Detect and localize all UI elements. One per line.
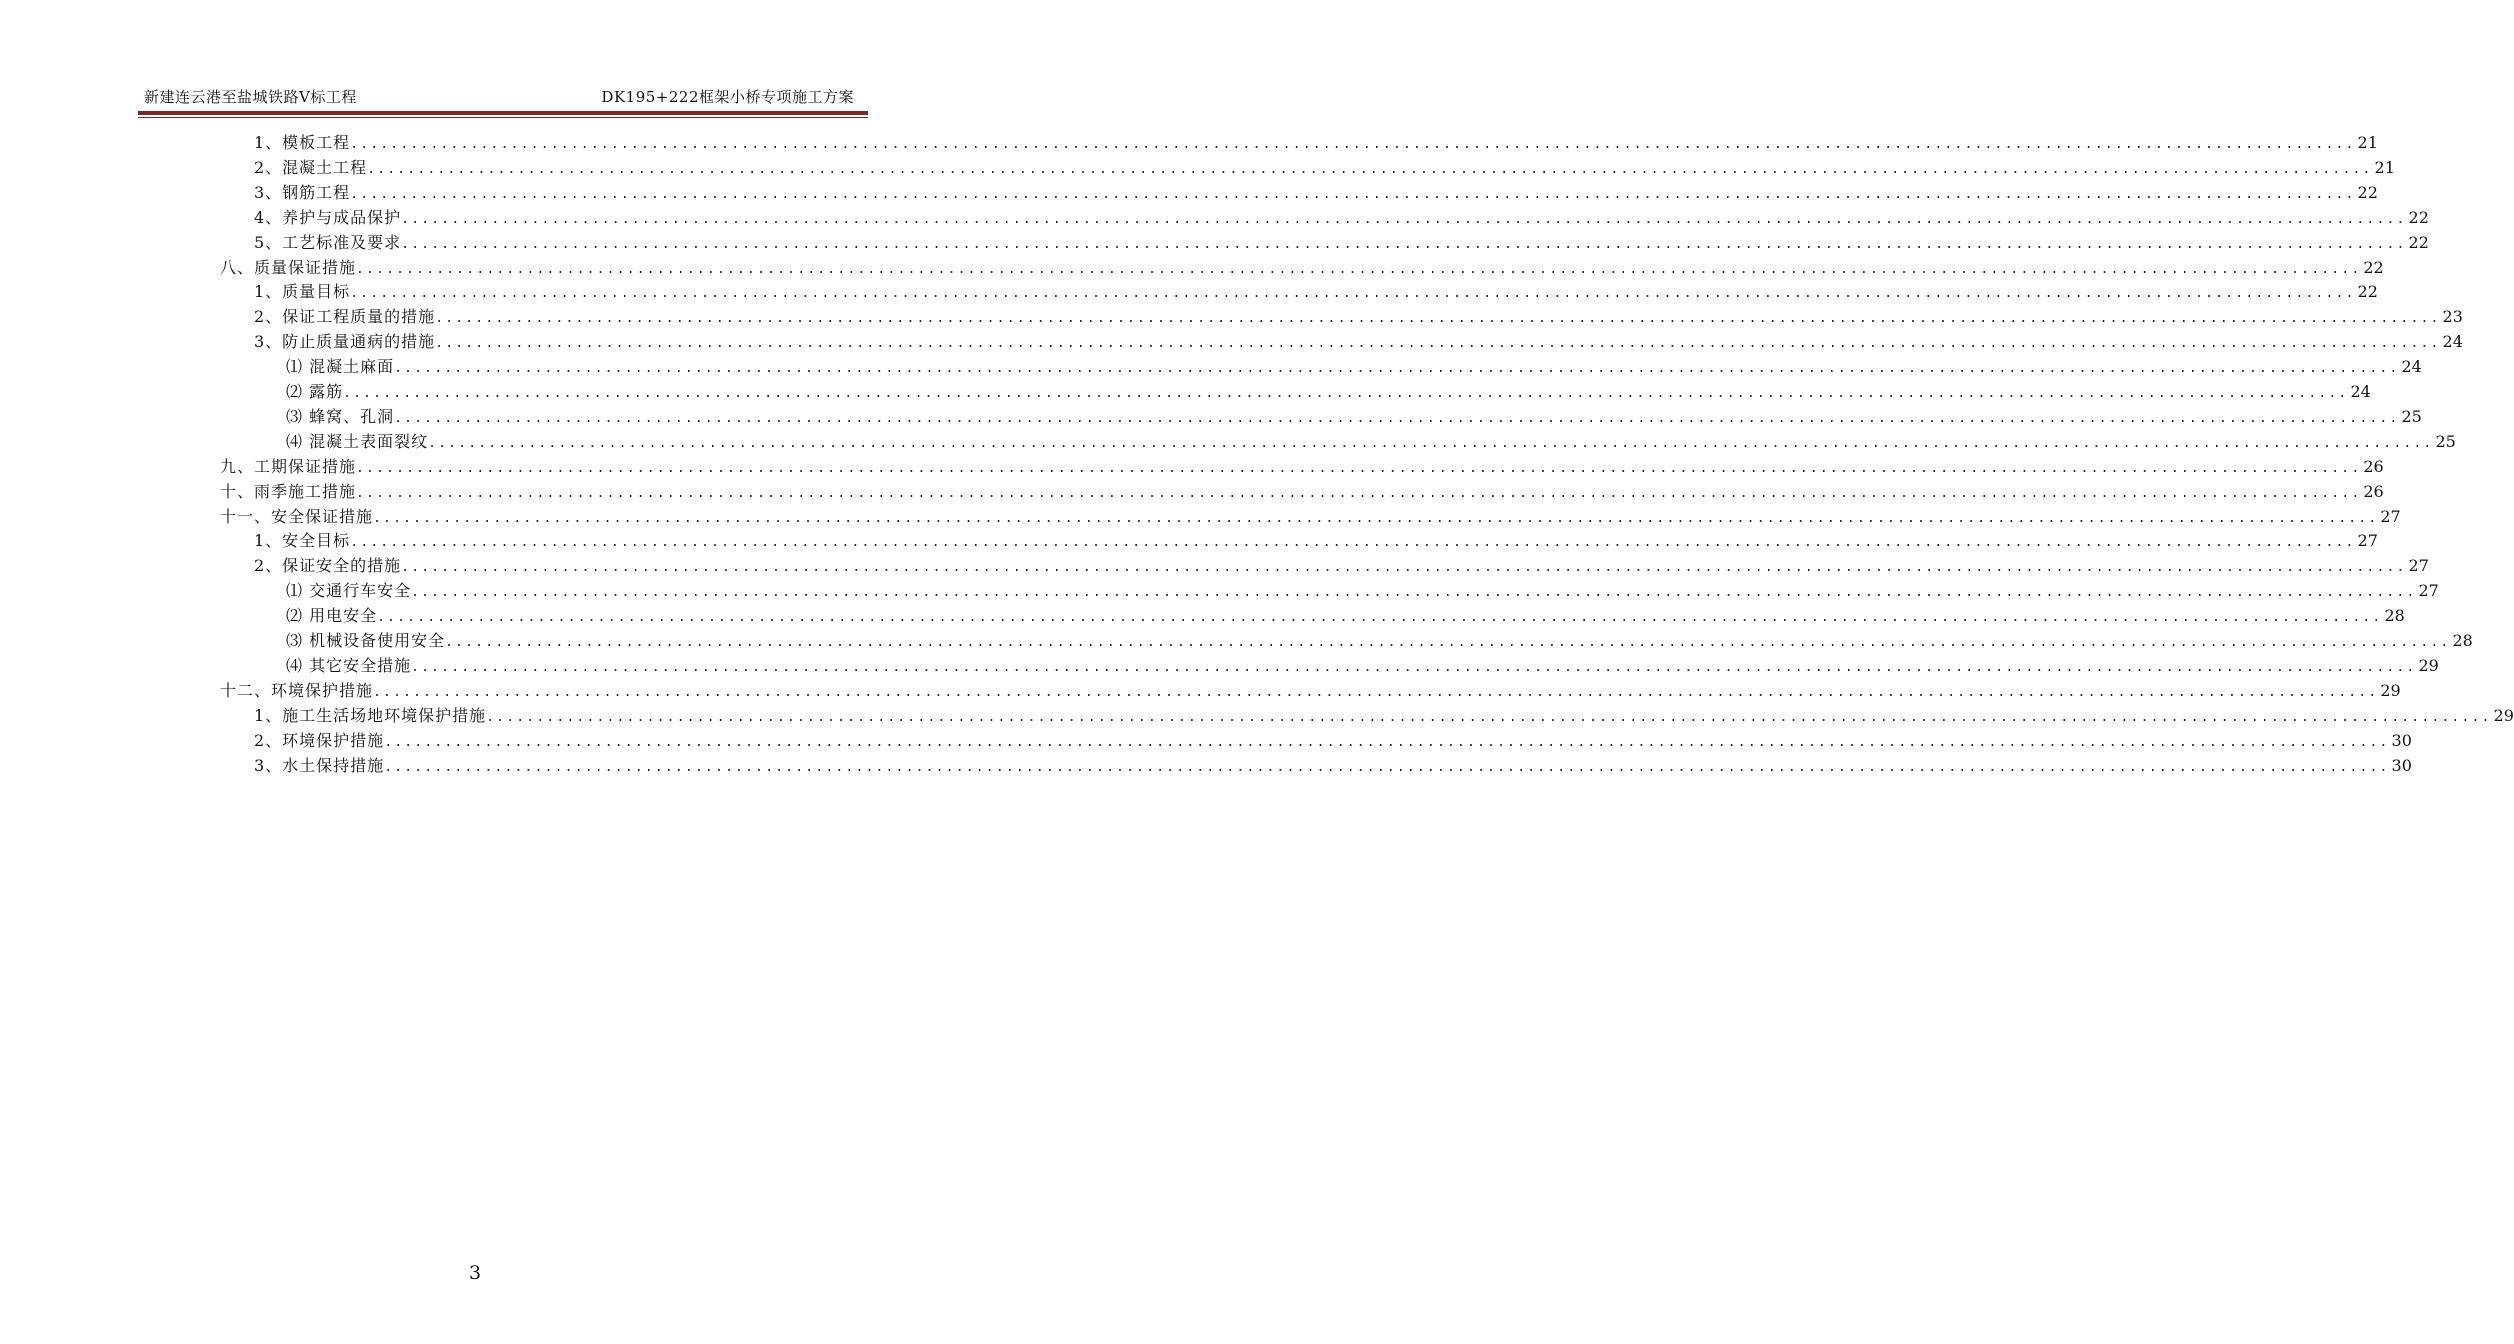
header-rule-thick — [138, 111, 868, 115]
toc-entry-title: 2、混凝土工程 — [254, 157, 368, 177]
toc-dot-leader: ........................................................................................................................................................................................................ — [401, 560, 2407, 576]
toc-dot-leader: ........................................................................................................................................................................................................ — [373, 684, 2379, 700]
toc-entry[interactable] — [220, 479, 2384, 504]
toc-dot-leader: ........................................................................................................................................................................................................ — [401, 211, 2407, 227]
toc-entry-page: 28 — [2384, 606, 2405, 626]
toc-entry[interactable] — [254, 130, 2378, 155]
toc-entry[interactable] — [286, 603, 2405, 628]
page-number: 3 — [468, 1262, 482, 1284]
toc-entry[interactable] — [254, 703, 2514, 728]
toc-entry-title: 十一、安全保证措施 — [220, 506, 374, 526]
toc-entry-page: 29 — [2418, 655, 2439, 675]
toc-entry-page: 23 — [2442, 307, 2463, 327]
toc-entry-page: 22 — [2408, 232, 2429, 252]
toc-dot-leader: ........................................................................................................................................................................................................ — [343, 386, 2349, 401]
toc-entry-page: 22 — [2357, 282, 2378, 302]
toc-entry-title: ⑴ 交通行车安全 — [286, 581, 412, 601]
toc-entry-title: 1、安全目标 — [254, 531, 351, 551]
toc-entry-title: 2、保证安全的措施 — [254, 556, 402, 576]
toc-entry-page: 22 — [2363, 257, 2384, 277]
toc-entry[interactable] — [254, 205, 2429, 230]
toc-entry-page: 27 — [2380, 506, 2401, 526]
toc-entry-page: 26 — [2363, 481, 2384, 501]
toc-dot-leader: ........................................................................................................................................................................................................ — [377, 610, 2383, 626]
toc-entry-title: 1、模板工程 — [254, 133, 351, 152]
toc-entry[interactable] — [220, 255, 2384, 280]
toc-entry[interactable] — [254, 155, 2395, 180]
toc-dot-leader: ........................................................................................................................................................................................................ — [350, 535, 2356, 551]
toc-entry-page: 25 — [2401, 406, 2422, 426]
toc-dot-leader: ........................................................................................................................................................................................................ — [401, 236, 2407, 252]
toc-entry[interactable] — [286, 628, 2473, 653]
toc-entry-title: 3、钢筋工程 — [254, 182, 351, 202]
toc-entry-page: 24 — [2401, 357, 2422, 377]
toc-entry[interactable] — [286, 379, 2371, 404]
toc-entry-page: 25 — [2435, 431, 2456, 451]
toc-dot-leader: ........................................................................................................................................................................................................ — [435, 311, 2441, 327]
toc-dot-leader: ........................................................................................................................................................................................................ — [350, 186, 2356, 202]
toc-entry-page: 24 — [2350, 382, 2371, 401]
toc-entry-page: 29 — [2380, 680, 2401, 700]
toc-entry-title: ⑵ 露筋 — [286, 382, 344, 401]
toc-entry-page: 24 — [2442, 332, 2463, 352]
toc-dot-leader: ........................................................................................................................................................................................................ — [411, 585, 2417, 601]
toc-entry-title: ⑷ 其它安全措施 — [286, 655, 412, 675]
toc-entry[interactable] — [254, 180, 2378, 205]
toc-entry[interactable] — [254, 553, 2429, 578]
toc-entry[interactable] — [254, 753, 2412, 778]
toc-entry[interactable] — [286, 404, 2422, 429]
toc-dot-leader: ........................................................................................................................................................................................................ — [411, 659, 2417, 675]
toc-entry-page: 27 — [2418, 581, 2439, 601]
toc-entry-title: 1、施工生活场地环境保护措施 — [254, 705, 487, 725]
toc-dot-leader: ........................................................................................................................................................................................................ — [356, 261, 2362, 277]
toc-entry-title: 3、水土保持措施 — [254, 755, 385, 775]
toc-entry-title: 5、工艺标准及要求 — [254, 232, 402, 252]
header-rule-thin — [138, 117, 868, 118]
toc-entry[interactable] — [286, 653, 2439, 678]
page-header — [138, 82, 868, 108]
toc-entry-title: 3、防止质量通病的措施 — [254, 332, 436, 352]
toc-entry-title: ⑴ 混凝土麻面 — [286, 357, 395, 377]
toc-entry[interactable] — [220, 454, 2384, 479]
header-document-title: DK195+222框架小桥专项施工方案 — [601, 88, 854, 106]
toc-dot-leader: ........................................................................................................................................................................................................ — [486, 709, 2492, 725]
toc-entry[interactable] — [220, 678, 2401, 703]
toc-dot-leader: ........................................................................................................................................................................................................ — [435, 336, 2441, 352]
toc-entry-page: 21 — [2374, 157, 2395, 177]
toc-entry[interactable] — [254, 728, 2412, 753]
toc-entry-title: 4、养护与成品保护 — [254, 207, 402, 227]
toc-entry-title: 十二、环境保护措施 — [220, 680, 374, 700]
toc-entry-page: 27 — [2408, 556, 2429, 576]
toc-entry-page: 28 — [2452, 631, 2473, 650]
toc-entry-page: 22 — [2357, 182, 2378, 202]
toc-entry-title: 十、雨季施工措施 — [220, 481, 357, 501]
toc-entry[interactable] — [254, 304, 2463, 329]
toc-entry[interactable] — [286, 578, 2439, 603]
toc-dot-leader: ........................................................................................................................................................................................................ — [356, 485, 2362, 501]
toc-entry-title: 2、保证工程质量的措施 — [254, 307, 436, 327]
toc-entry[interactable] — [254, 528, 2378, 553]
toc-entry-title: ⑶ 机械设备使用安全 — [286, 631, 446, 650]
toc-dot-leader: ........................................................................................................................................................................................................ — [356, 460, 2362, 476]
toc-entry[interactable] — [254, 230, 2429, 255]
toc-entry-title: 1、质量目标 — [254, 282, 351, 302]
toc-entry[interactable] — [254, 329, 2463, 354]
toc-entry-title: ⑵ 用电安全 — [286, 606, 378, 626]
toc-dot-leader: ........................................................................................................................................................................................................ — [445, 635, 2451, 650]
toc-dot-leader: ........................................................................................................................................................................................................ — [367, 161, 2373, 177]
toc-entry-page: 22 — [2408, 207, 2429, 227]
toc-entry-title: 2、环境保护措施 — [254, 730, 385, 750]
toc-dot-leader: ........................................................................................................................................................................................................ — [428, 435, 2434, 451]
toc-entry-page: 30 — [2391, 730, 2412, 750]
toc-entry[interactable] — [286, 429, 2456, 454]
toc-dot-leader: ........................................................................................................................................................................................................ — [394, 361, 2400, 377]
toc-entry-page: 27 — [2357, 531, 2378, 551]
toc-entry-page: 26 — [2363, 456, 2384, 476]
toc-entry-page: 30 — [2391, 755, 2412, 775]
toc-dot-leader: ........................................................................................................................................................................................................ — [384, 734, 2390, 750]
toc-entry[interactable] — [220, 504, 2401, 529]
header-project-title: 新建连云港至盐城铁路Ⅴ标工程 — [144, 88, 357, 106]
toc-entry-title: 八、质量保证措施 — [220, 257, 357, 277]
toc-entry-page: 29 — [2493, 705, 2514, 725]
toc-dot-leader: ........................................................................................................................................................................................................ — [384, 759, 2390, 775]
toc-dot-leader: ........................................................................................................................................................................................................ — [394, 410, 2400, 426]
toc-entry[interactable] — [286, 354, 2422, 379]
toc-entry[interactable] — [254, 279, 2378, 304]
toc-entry-title: ⑶ 蜂窝、孔洞 — [286, 406, 395, 426]
toc-dot-leader: ........................................................................................................................................................................................................ — [350, 137, 2356, 152]
toc-dot-leader: ........................................................................................................................................................................................................ — [373, 510, 2379, 526]
toc-entry-title: ⑷ 混凝土表面裂纹 — [286, 431, 429, 451]
toc-entry-page: 21 — [2357, 133, 2378, 152]
toc-dot-leader: ........................................................................................................................................................................................................ — [350, 286, 2356, 302]
toc-entry-title: 九、工期保证措施 — [220, 456, 357, 476]
